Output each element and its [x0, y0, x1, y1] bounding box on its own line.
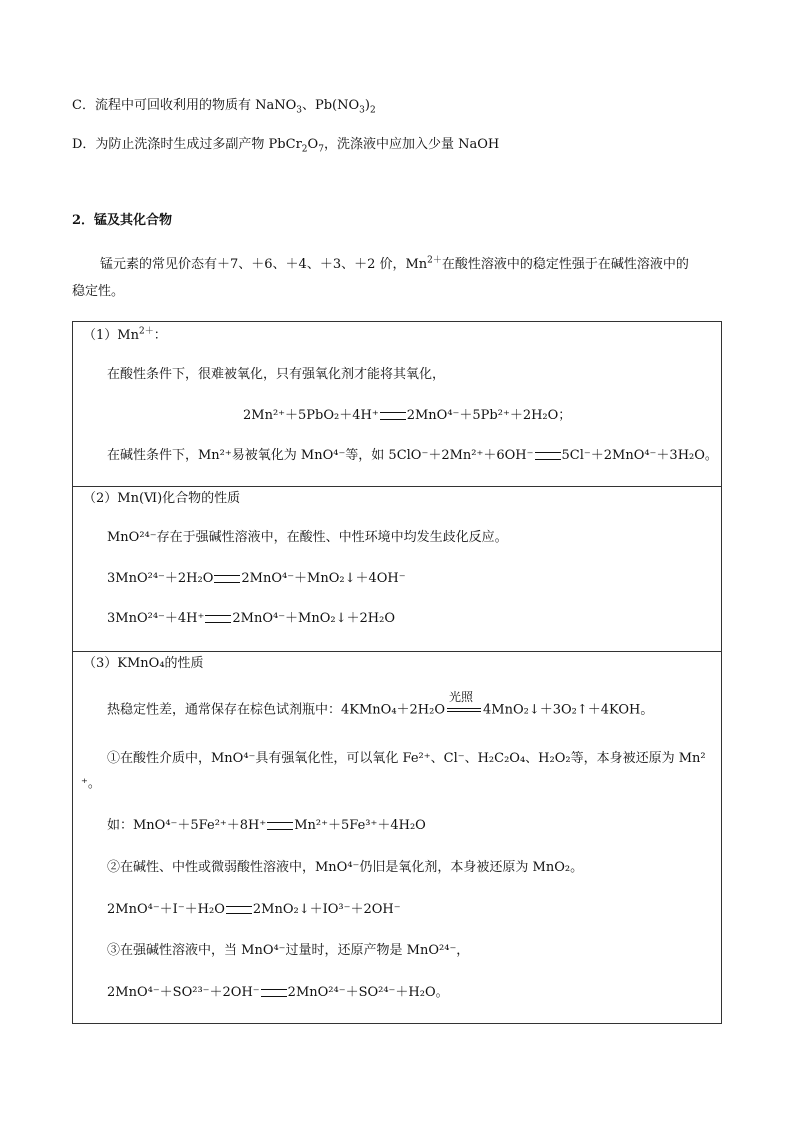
mn2-heading: $(1)Mn^{2+}$：	[83, 326, 167, 343]
section-title: 2．锰及其化合物	[72, 213, 173, 228]
equals-sign	[226, 906, 252, 914]
mn2-equation-1: 2Mn²⁺＋5PbO₂＋4H⁺ 2MnO⁴⁻＋5Pb²⁺＋2H₂O；	[243, 408, 572, 423]
mn6-box	[72, 487, 722, 652]
equals-sign	[261, 989, 287, 997]
mn2-acid-text: 在酸性条件下，很难被氧化，只有强氧化剂才能将其氧化，	[107, 367, 446, 382]
kmno4-acid: ①在酸性介质中，MnO⁴⁻具有强氧化性，可以氧化 Fe²⁺、Cl⁻、H₂C₂O₄、H₂O₂等，本身被还原为 Mn²	[107, 751, 706, 766]
mn6-equation-2: 3MnO²⁴⁻＋4H⁺ 2MnO⁴⁻＋MnO₂↓＋2H₂O	[107, 611, 395, 626]
kmno4-neutral-eq: 2MnO⁴⁻＋I⁻＋H₂O 2MnO₂↓＋IO³⁻＋2OH⁻	[107, 902, 401, 917]
kmno4-base-eq: 2MnO⁴⁻＋SO²³⁻＋2OH⁻ 2MnO²⁴⁻＋SO²⁴⁻＋H₂O。	[107, 985, 449, 1000]
equals-sign	[205, 615, 231, 623]
mn2-base-text: 在碱性条件下，Mn²⁺易被氧化为 MnO⁴⁻等，如 5ClO⁻＋2Mn²⁺＋6OH⁻ 5Cl⁻＋2MnO⁴⁻＋3H₂O。	[107, 448, 718, 463]
equals-sign	[535, 452, 561, 460]
kmno4-neutral: ②在碱性、中性或微弱酸性溶液中，MnO⁴⁻仍旧是氧化剂，本身被还原为 MnO₂。	[107, 860, 584, 875]
mn6-heading: （2）Mn(Ⅵ)化合物的性质	[83, 491, 241, 506]
equals-sign	[267, 822, 293, 830]
mn6-text: MnO²⁴⁻存在于强碱性溶液中，在酸性、中性环境中均发生歧化反应。	[107, 530, 508, 545]
kmno4-heading: （3）KMnO₄的性质	[83, 656, 204, 671]
kmno4-base: ③在强碱性溶液中，当 MnO⁴⁻过量时，还原产物是 MnO²⁴⁻，	[107, 943, 470, 958]
mn2-box	[72, 321, 722, 487]
mn6-equation-1: 3MnO²⁴⁻＋2H₂O 2MnO⁴⁻＋MnO₂↓＋4OH⁻	[107, 571, 406, 586]
kmno4-acid-cont: ⁺。	[81, 776, 101, 791]
equals-sign	[380, 412, 406, 420]
kmno4-box	[72, 652, 722, 1024]
kmno4-example: 如：MnO⁴⁻＋5Fe²⁺＋8H⁺ Mn²⁺＋5Fe³⁺＋4H₂O	[107, 818, 426, 833]
option-d: D．为防止洗涤时生成过多副产物 $PbCr_2O_7$，洗涤液中应加入少量 NaOH	[72, 137, 500, 155]
kmno4-thermal: 热稳定性差，通常保存在棕色试剂瓶中：4KMnO₄＋2H₂O 光照 4MnO₂↓＋3O₂↑＋4KOH。	[107, 690, 654, 718]
intro-paragraph-cont: 稳定性。	[72, 284, 125, 299]
condition-equals: 光照	[447, 702, 481, 718]
option-c: C．流程中可回收利用的物质有 NaNO$_3$、$Pb(NO_3)_2$	[72, 98, 376, 116]
equals-sign	[214, 575, 240, 583]
intro-paragraph: 锰元素的常见价态有＋7、＋6、＋4、＋3、＋2 价，$Mn^{2+}$在酸性溶液中的稳定性强于在碱性溶液中的	[100, 255, 689, 272]
